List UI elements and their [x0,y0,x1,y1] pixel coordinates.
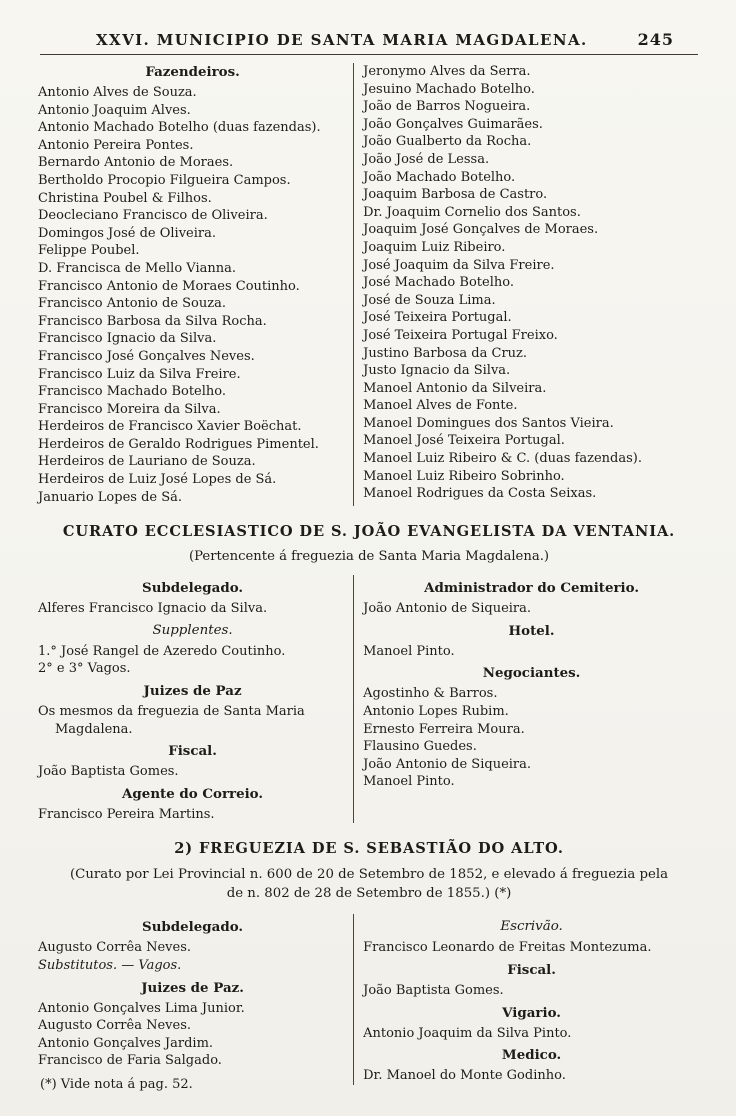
fazendeiro-entry: Domingos José de Oliveira. [38,225,217,241]
section-freguezia [38,840,700,1084]
fazendeiro-entry: Manoel Luiz Ribeiro Sobrinho. [363,468,565,484]
freguezia-line: Medico. [501,1047,562,1064]
curato-line: Hotel. [508,622,555,639]
freguezia-line: Augusto Corrêa Neves. [38,1018,191,1034]
fazendeiro-entry: Januario Lopes de Sá. [38,489,183,505]
fazendeiro-entry: Francisco Barbosa da Silva Rocha. [38,313,267,329]
freguezia-line: João Baptista Gomes. [363,983,504,998]
curato-line: Antonio Lopes Rubim. [363,704,509,720]
section-curato [38,523,700,823]
curato-line: Ernesto Ferreira Moura. [363,721,525,737]
fazendeiro-entry: Manoel Luiz Ribeiro & C. (duas fazendas). [363,451,642,467]
fazendeiro-entry: Francisco Machado Botelho. [38,384,227,400]
fazendeiro-entry: Herdeiros de Geraldo Rodrigues Pimentel. [38,436,319,452]
curato-line: João Baptista Gomes. [38,764,179,780]
fazendeiro-entry: Antonio Machado Botelho (duas fazendas). [38,120,321,136]
freguezia-line: Augusto Corrêa Neves. [38,940,191,956]
fazendeiro-entry: Manoel Antonio da Silveira. [363,380,547,396]
curato-line: Manoel Pinto. [363,643,455,659]
fazendeiro-entry: Manoel Rodrigues da Costa Seixas. [363,486,597,502]
fazendeiro-entry: Herdeiros de Lauriano de Souza. [38,454,256,470]
freguezia-left-column [38,914,353,1084]
curato-subtitle: (Pertencente á freguezia de Santa Maria Magdalena.) [188,549,550,565]
curato-line: Os mesmos da freguezia de Santa Maria Magdalena. [38,704,305,737]
fazendeiro-entry: João Machado Botelho. [363,169,516,185]
curato-columns [38,575,700,823]
fazendeiros-right-column [353,63,700,506]
freguezia-intro: (Curato por Lei Provincial n. 600 de 20 de Setembro de 1852, e elevado á freguezia pela de n. 802 de 28 de Setembro de 1855.) (*) [69,867,669,901]
fazendeiro-entry: Manoel José Teixeira Portugal. [363,433,565,449]
fazendeiro-entry: Francisco Antonio de Souza. [38,296,226,312]
curato-line: Negociantes. [482,665,581,682]
fazendeiro-entry: João Gonçalves Guimarães. [363,116,543,132]
fazendeiro-entry: João de Barros Nogueira. [363,99,531,115]
curato-line: Juizes de Paz [143,683,242,700]
freguezia-title: 2) FREGUEZIA DE S. SEBASTIÃO DO ALTO. [174,840,564,858]
freguezia-line: Subdelegado. [142,919,244,936]
fazendeiro-entry: Justino Barbosa da Cruz. [363,345,528,361]
footnote: (*) Vide nota á pag. 52. [40,1077,193,1092]
fazendeiro-entry: José Machado Botelho. [363,275,514,291]
running-title: XXVI. MUNICIPIO DE SANTA MARIA MAGDALENA. [96,31,588,49]
page-header [38,30,700,49]
freguezia-line: Antonio Gonçalves Lima Junior. [38,1000,245,1016]
freguezia-line: Antonio Joaquim da Silva Pinto. [363,1025,572,1041]
curato-left-column [38,575,353,823]
fazendeiro-entry: José de Souza Lima. [363,292,496,308]
fazendeiros-left-column [38,63,353,506]
fazendeiro-entry: Francisco Luiz da Silva Freire. [38,366,241,382]
fazendeiro-entry: Justo Ignacio da Silva. [363,363,511,379]
curato-line: João Antonio de Siqueira. [363,601,532,617]
fazendeiro-entry: Francisco Antonio de Moraes Coutinho. [38,278,300,294]
fazendeiros-right-list [363,63,700,503]
curato-title: CURATO ECCLESIASTICO DE S. JOÃO EVANGELISTA DA VENTANIA. [62,523,676,541]
fazendeiro-entry: Bernardo Antonio de Moraes. [38,155,234,171]
curato-line: Agostinho & Barros. [363,686,498,702]
fazendeiro-entry: Joaquim Barbosa de Castro. [363,187,548,203]
fazendeiro-entry: Manoel Domingues dos Santos Vieira. [363,415,614,431]
fazendeiro-entry: D. Francisca de Mello Vianna. [38,260,236,276]
fazendeiro-entry: Manoel Alves de Fonte. [363,398,518,414]
section-fazendeiros [38,63,700,506]
fazendeiro-entry: Jeronymo Alves da Serra. [363,64,531,79]
curato-line: Manoel Pinto. [363,774,455,790]
curato-line: Fiscal. [168,743,217,760]
header-rule [40,54,698,55]
freguezia-line: Francisco Leonardo de Freitas Montezuma. [363,940,652,956]
fazendeiro-entry: Francisco José Gonçalves Neves. [38,348,255,364]
fazendeiro-entry: João Gualberto da Rocha. [363,134,532,150]
fazendeiro-entry: Christina Poubel & Filhos. [38,190,212,206]
fazendeiro-entry: Felippe Poubel. [38,243,140,259]
fazendeiro-entry: Antonio Joaquim Alves. [38,102,191,118]
freguezia-columns [38,914,700,1084]
freguezia-line: Juizes de Paz. [141,979,244,996]
curato-line: Francisco Pereira Martins. [38,806,215,822]
fazendeiro-entry: Antonio Alves de Souza. [38,85,197,100]
curato-line: João Antonio de Siqueira. [363,756,532,772]
fazendeiro-entry: Herdeiros de Francisco Xavier Boëchat. [38,419,302,435]
freguezia-line: Vigario. [502,1004,561,1021]
fazendeiro-entry: João José de Lessa. [363,151,490,167]
freguezia-line: Antonio Gonçalves Jardim. [38,1035,214,1051]
fazendeiro-entry: Antonio Pereira Pontes. [38,137,194,153]
fazendeiro-entry: Dr. Joaquim Cornelio dos Santos. [363,204,581,220]
fazendeiro-entry: José Teixeira Portugal. [363,310,512,326]
fazendeiros-left-list [38,84,347,506]
page-number: 245 [637,30,674,49]
curato-line: Subdelegado. [142,580,244,597]
curato-line: 1.° José Rangel de Azeredo Coutinho. [38,643,286,659]
fazendeiro-entry: Herdeiros de Luiz José Lopes de Sá. [38,472,277,488]
freguezia-line: Substitutos. — Vagos. [38,958,182,973]
fazendeiros-title: Fazendeiros. [145,64,240,80]
freguezia-line: Dr. Manoel do Monte Godinho. [363,1068,566,1084]
fazendeiro-entry: Francisco Ignacio da Silva. [38,331,217,347]
curato-line: 2° e 3° Vagos. [38,661,131,677]
freguezia-line: Fiscal. [507,962,556,978]
freguezia-right-column [353,914,700,1084]
curato-line: Alferes Francisco Ignacio da Silva. [38,601,268,617]
fazendeiro-entry: José Joaquim da Silva Freire. [363,257,555,273]
curato-right-column [353,575,700,823]
curato-line: Flausino Guedes. [363,739,477,755]
fazendeiro-entry: Bertholdo Procopio Filgueira Campos. [38,172,291,188]
curato-line: Agente do Correio. [122,785,264,802]
fazendeiro-entry: Deocleciano Francisco de Oliveira. [38,208,268,224]
fazendeiro-entry: Jesuino Machado Botelho. [363,81,535,97]
fazendeiro-entry: Joaquim Luiz Ribeiro. [363,239,506,255]
fazendeiro-entry: Francisco Moreira da Silva. [38,401,221,417]
freguezia-line: Escrivão. [500,919,563,935]
freguezia-line: Francisco de Faria Salgado. [38,1053,222,1069]
fazendeiros-columns [38,63,700,506]
fazendeiro-entry: Joaquim José Gonçalves de Moraes. [363,222,599,238]
curato-line: Administrador do Cemiterio. [424,580,639,597]
curato-line: Supplentes. [152,622,233,638]
fazendeiro-entry: José Teixeira Portugal Freixo. [363,327,558,343]
